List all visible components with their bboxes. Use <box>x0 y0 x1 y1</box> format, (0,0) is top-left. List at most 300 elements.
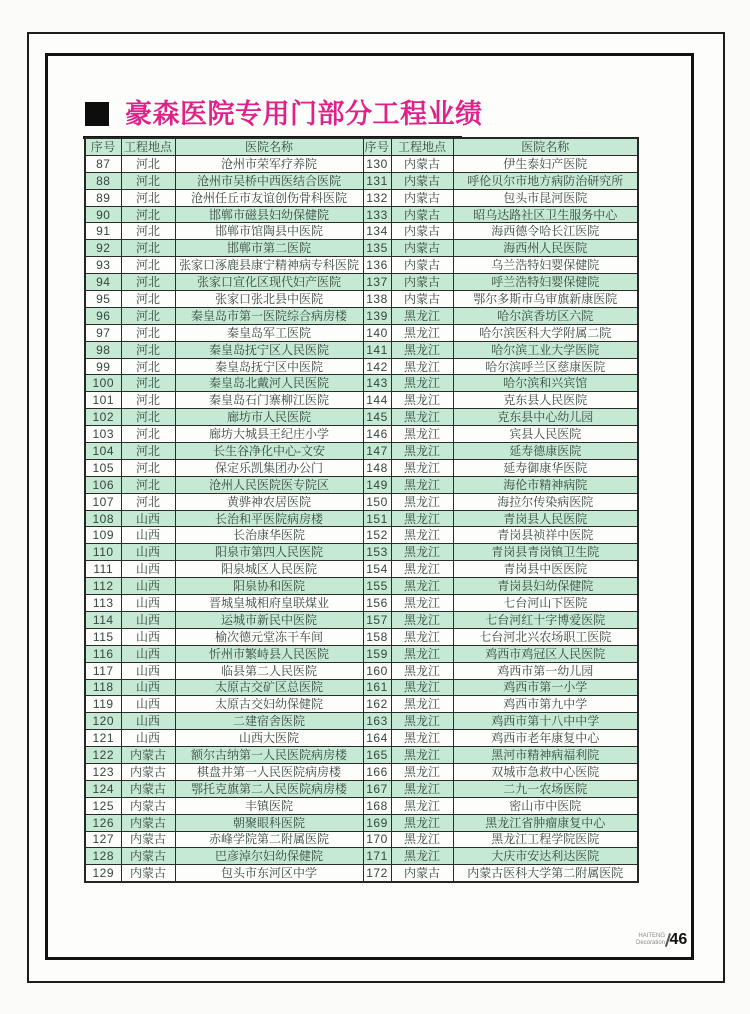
seq-cell: 146 <box>363 426 391 443</box>
location-cell: 内蒙古 <box>391 189 453 206</box>
seq-cell: 159 <box>363 645 391 662</box>
hospital-name-cell: 青岗县中医医院 <box>453 561 638 578</box>
seq-cell: 164 <box>363 730 391 747</box>
location-cell: 河北 <box>121 206 175 223</box>
seq-cell: 121 <box>85 730 121 747</box>
seq-cell: 111 <box>85 561 121 578</box>
hospital-name-cell: 鸡西市老年康复中心 <box>453 730 638 747</box>
table-row <box>85 544 638 561</box>
table-row <box>85 561 638 578</box>
hospital-name-cell: 呼兰浩特妇婴保健院 <box>453 274 638 291</box>
location-cell: 河北 <box>121 240 175 257</box>
seq-cell: 112 <box>85 578 121 595</box>
table-row <box>85 493 638 510</box>
location-cell: 山西 <box>121 544 175 561</box>
seq-cell: 125 <box>85 797 121 814</box>
seq-cell: 89 <box>85 189 121 206</box>
hospital-name-cell: 沧州市荣军疗养院 <box>175 155 363 172</box>
seq-cell: 135 <box>363 240 391 257</box>
location-cell: 黑龙江 <box>391 493 453 510</box>
location-cell: 黑龙江 <box>391 645 453 662</box>
table-row <box>85 747 638 764</box>
location-cell: 内蒙古 <box>391 291 453 308</box>
table-row <box>85 831 638 848</box>
hospital-name-cell: 邯郸市磁县妇幼保健院 <box>175 206 363 223</box>
seq-cell: 163 <box>363 713 391 730</box>
location-cell: 黑龙江 <box>391 561 453 578</box>
seq-cell: 90 <box>85 206 121 223</box>
table-row <box>85 797 638 814</box>
table-row <box>85 206 638 223</box>
hospital-name-cell: 海西德令哈长江医院 <box>453 223 638 240</box>
hospital-name-cell: 鸡西市鸡冠区人民医院 <box>453 645 638 662</box>
seq-cell: 153 <box>363 544 391 561</box>
seq-cell: 99 <box>85 358 121 375</box>
seq-cell: 91 <box>85 223 121 240</box>
location-cell: 河北 <box>121 375 175 392</box>
seq-cell: 96 <box>85 307 121 324</box>
header-location-left: 工程地点 <box>121 138 175 155</box>
table-row <box>85 257 638 274</box>
seq-cell: 87 <box>85 155 121 172</box>
location-cell: 河北 <box>121 172 175 189</box>
seq-cell: 95 <box>85 291 121 308</box>
hospital-name-cell: 青岗县妇幼保健院 <box>453 578 638 595</box>
header-seq-right: 序号 <box>364 139 390 154</box>
seq-cell: 128 <box>85 848 121 865</box>
location-cell: 河北 <box>121 291 175 308</box>
table-row <box>85 240 638 257</box>
page-number: 46 <box>669 931 688 948</box>
seq-cell: 123 <box>85 763 121 780</box>
seq-cell: 154 <box>363 561 391 578</box>
location-cell: 山西 <box>121 730 175 747</box>
table-row <box>85 645 638 662</box>
hospital-name-cell: 秦皇岛抚宁区人民医院 <box>175 341 363 358</box>
location-cell: 黑龙江 <box>391 611 453 628</box>
hospital-name-cell: 鄂尔多斯市乌审旗新康医院 <box>453 291 638 308</box>
hospital-name-cell: 哈尔滨香坊区六院 <box>453 307 638 324</box>
hospital-name-cell: 赤峰学院第二附属医院 <box>175 831 363 848</box>
seq-cell: 134 <box>363 223 391 240</box>
location-cell: 黑龙江 <box>391 578 453 595</box>
seq-cell: 167 <box>363 780 391 797</box>
hospital-name-cell: 榆次德元堂冻干车间 <box>175 628 363 645</box>
table-row <box>85 324 638 341</box>
table-row <box>85 443 638 460</box>
hospital-name-cell: 忻州市繁峙县人民医院 <box>175 645 363 662</box>
hospital-name-cell: 鄂托克旗第二人民医院病房楼 <box>175 780 363 797</box>
location-cell: 黑龙江 <box>391 730 453 747</box>
hospital-name-cell: 巴彦淖尔妇幼保健院 <box>175 848 363 865</box>
hospital-name-cell: 阳泉市第四人民医院 <box>175 544 363 561</box>
location-cell: 黑龙江 <box>391 307 453 324</box>
hospital-name-cell: 棋盘井第一人民医院病房楼 <box>175 763 363 780</box>
seq-cell: 138 <box>363 291 391 308</box>
hospital-name-cell: 宾县人民医院 <box>453 426 638 443</box>
location-cell: 内蒙古 <box>121 780 175 797</box>
seq-cell: 172 <box>363 865 391 882</box>
location-cell: 黑龙江 <box>391 476 453 493</box>
hospital-name-cell: 鸡西市第一小学 <box>453 679 638 696</box>
table-row <box>85 476 638 493</box>
location-cell: 黑龙江 <box>391 595 453 612</box>
hospital-name-cell: 青岗县祯祥中医院 <box>453 527 638 544</box>
hospital-name-cell: 黄骅神农居医院 <box>175 493 363 510</box>
hospital-name-cell: 临县第二人民医院 <box>175 662 363 679</box>
location-cell: 山西 <box>121 561 175 578</box>
seq-cell: 169 <box>363 814 391 831</box>
header-hospital-left: 医院名称 <box>175 138 363 155</box>
hospital-name-cell: 张家口涿鹿县康宁精神病专科医院 <box>175 257 363 274</box>
location-cell: 内蒙古 <box>391 274 453 291</box>
seq-cell: 170 <box>363 831 391 848</box>
hospital-name-cell: 鸡西市第十八中中学 <box>453 713 638 730</box>
location-cell: 河北 <box>121 324 175 341</box>
table-row <box>85 848 638 865</box>
table-row <box>85 662 638 679</box>
footer-brand <box>636 933 665 947</box>
seq-cell: 155 <box>363 578 391 595</box>
location-cell: 黑龙江 <box>391 392 453 409</box>
seq-cell: 105 <box>85 459 121 476</box>
hospital-name-cell: 乌兰浩特妇婴保健院 <box>453 257 638 274</box>
table-row <box>85 375 638 392</box>
location-cell: 河北 <box>121 476 175 493</box>
location-cell: 内蒙古 <box>391 155 453 172</box>
hospital-name-cell: 鸡西市第一幼儿园 <box>453 662 638 679</box>
seq-cell: 151 <box>363 510 391 527</box>
hospital-name-cell: 丰镇医院 <box>175 797 363 814</box>
location-cell: 黑龙江 <box>391 544 453 561</box>
hospital-name-cell: 沧州人民医院医专院区 <box>175 476 363 493</box>
location-cell: 内蒙古 <box>391 257 453 274</box>
seq-cell: 118 <box>85 679 121 696</box>
location-cell: 黑龙江 <box>391 763 453 780</box>
table-row <box>85 409 638 426</box>
hospital-name-cell: 延寿御康华医院 <box>453 459 638 476</box>
hospital-name-cell: 七台河北兴农场职工医院 <box>453 628 638 645</box>
seq-cell: 137 <box>363 274 391 291</box>
hospital-name-cell: 黑龙江工程学院医院 <box>453 831 638 848</box>
seq-cell: 171 <box>363 848 391 865</box>
table-row <box>85 527 638 544</box>
location-cell: 黑龙江 <box>391 628 453 645</box>
table-row <box>85 426 638 443</box>
seq-cell: 107 <box>85 493 121 510</box>
hospital-name-cell: 海西州人民医院 <box>453 240 638 257</box>
location-cell: 黑龙江 <box>391 409 453 426</box>
seq-cell: 144 <box>363 392 391 409</box>
location-cell: 黑龙江 <box>391 510 453 527</box>
location-cell: 山西 <box>121 578 175 595</box>
title-bullet-square <box>85 102 109 126</box>
seq-cell: 133 <box>363 206 391 223</box>
title-block <box>83 92 483 139</box>
hospital-name-cell: 廊坊大城县王纪庄小学 <box>175 426 363 443</box>
hospital-name-cell: 秦皇岛北戴河人民医院 <box>175 375 363 392</box>
seq-cell: 143 <box>363 375 391 392</box>
location-cell: 内蒙古 <box>391 206 453 223</box>
seq-cell: 158 <box>363 628 391 645</box>
hospital-name-cell: 太原古交妇幼保健院 <box>175 696 363 713</box>
hospital-name-cell: 朝聚眼科医院 <box>175 814 363 831</box>
seq-cell: 166 <box>363 763 391 780</box>
location-cell: 内蒙古 <box>121 797 175 814</box>
seq-cell: 119 <box>85 696 121 713</box>
seq-cell: 120 <box>85 713 121 730</box>
location-cell: 河北 <box>121 426 175 443</box>
hospital-name-cell: 呼伦贝尔市地方病防治研究所 <box>453 172 638 189</box>
seq-cell: 106 <box>85 476 121 493</box>
hospital-name-cell: 秦皇岛市第一医院综合病房楼 <box>175 307 363 324</box>
seq-cell: 147 <box>363 443 391 460</box>
location-cell: 内蒙古 <box>121 763 175 780</box>
hospital-name-cell: 昭乌达路社区卫生服务中心 <box>453 206 638 223</box>
location-cell: 河北 <box>121 307 175 324</box>
seq-cell: 127 <box>85 831 121 848</box>
location-cell: 内蒙古 <box>121 865 175 882</box>
hospital-name-cell: 青岗县人民医院 <box>453 510 638 527</box>
hospital-name-cell: 双城市急救中心医院 <box>453 763 638 780</box>
table-row <box>85 595 638 612</box>
seq-cell: 113 <box>85 595 121 612</box>
location-cell: 河北 <box>121 274 175 291</box>
seq-cell: 109 <box>85 527 121 544</box>
table-row <box>85 679 638 696</box>
footer-brand-line2: Decoration <box>636 940 666 946</box>
table-row <box>85 696 638 713</box>
seq-cell: 98 <box>85 341 121 358</box>
hospital-name-cell: 哈尔滨工业大学医院 <box>453 341 638 358</box>
hospital-name-cell: 沧州市吴桥中西医结合医院 <box>175 172 363 189</box>
hospital-name-cell: 张家口张北县中医院 <box>175 291 363 308</box>
footer-brand-line1: HAITENG <box>638 933 666 939</box>
hospital-name-cell: 黑龙江省肿瘤康复中心 <box>453 814 638 831</box>
hospital-name-cell: 克东县人民医院 <box>453 392 638 409</box>
seq-cell: 161 <box>363 679 391 696</box>
seq-cell: 131 <box>363 172 391 189</box>
hospital-name-cell: 七台河红十字博爱医院 <box>453 611 638 628</box>
location-cell: 河北 <box>121 459 175 476</box>
location-cell: 河北 <box>121 155 175 172</box>
hospital-name-cell: 大庆市安达利达医院 <box>453 848 638 865</box>
seq-cell: 141 <box>363 341 391 358</box>
hospital-name-cell: 长治和平医院病房楼 <box>175 510 363 527</box>
seq-cell: 157 <box>363 611 391 628</box>
table-header-row <box>85 138 638 155</box>
seq-cell: 102 <box>85 409 121 426</box>
table-row <box>85 459 638 476</box>
seq-cell: 132 <box>363 189 391 206</box>
hospital-name-cell: 保定乐凯集团办公门 <box>175 459 363 476</box>
location-cell: 内蒙古 <box>121 831 175 848</box>
hospital-name-cell: 晋城皇城相府皇联煤业 <box>175 595 363 612</box>
location-cell: 黑龙江 <box>391 831 453 848</box>
location-cell: 内蒙古 <box>391 223 453 240</box>
projects-table <box>84 137 639 883</box>
hospital-name-cell: 克东县中心幼儿园 <box>453 409 638 426</box>
table-row <box>85 865 638 882</box>
table-row <box>85 172 638 189</box>
location-cell: 黑龙江 <box>391 527 453 544</box>
hospital-name-cell: 山西大医院 <box>175 730 363 747</box>
location-cell: 黑龙江 <box>391 443 453 460</box>
location-cell: 黑龙江 <box>391 375 453 392</box>
seq-cell: 129 <box>85 865 121 882</box>
hospital-name-cell: 秦皇岛石门寨柳江医院 <box>175 392 363 409</box>
hospital-name-cell: 二建宿舍医院 <box>175 713 363 730</box>
seq-cell: 110 <box>85 544 121 561</box>
location-cell: 山西 <box>121 527 175 544</box>
location-cell: 山西 <box>121 595 175 612</box>
location-cell: 黑龙江 <box>391 679 453 696</box>
table-row <box>85 628 638 645</box>
location-cell: 河北 <box>121 189 175 206</box>
location-cell: 黑龙江 <box>391 713 453 730</box>
seq-cell: 168 <box>363 797 391 814</box>
table-row <box>85 291 638 308</box>
seq-cell: 93 <box>85 257 121 274</box>
location-cell: 内蒙古 <box>121 848 175 865</box>
hospital-name-cell: 青岗县青岗镇卫生院 <box>453 544 638 561</box>
location-cell: 河北 <box>121 493 175 510</box>
seq-cell: 126 <box>85 814 121 831</box>
hospital-name-cell: 邯郸市第二医院 <box>175 240 363 257</box>
location-cell: 内蒙古 <box>121 814 175 831</box>
location-cell: 河北 <box>121 257 175 274</box>
hospital-name-cell: 阳泉协和医院 <box>175 578 363 595</box>
table-row <box>85 358 638 375</box>
seq-cell: 160 <box>363 662 391 679</box>
location-cell: 黑龙江 <box>391 358 453 375</box>
table-row <box>85 223 638 240</box>
location-cell: 黑龙江 <box>391 848 453 865</box>
location-cell: 山西 <box>121 679 175 696</box>
seq-cell: 101 <box>85 392 121 409</box>
hospital-name-cell: 张家口宣化区现代妇产医院 <box>175 274 363 291</box>
hospital-name-cell: 鸡西市第九中学 <box>453 696 638 713</box>
seq-cell: 117 <box>85 662 121 679</box>
location-cell: 黑龙江 <box>391 696 453 713</box>
location-cell: 黑龙江 <box>391 341 453 358</box>
seq-cell: 139 <box>363 307 391 324</box>
location-cell: 山西 <box>121 696 175 713</box>
table-row <box>85 578 638 595</box>
header-hospital-right: 医院名称 <box>453 138 638 155</box>
hospital-name-cell: 内蒙古医科大学第二附属医院 <box>453 865 638 882</box>
seq-cell: 88 <box>85 172 121 189</box>
seq-cell: 149 <box>363 476 391 493</box>
hospital-name-cell: 海伦市精神病院 <box>453 476 638 493</box>
hospital-name-cell: 哈尔滨医科大学附属二院 <box>453 324 638 341</box>
hospital-name-cell: 包头市东河区中学 <box>175 865 363 882</box>
table-row <box>85 814 638 831</box>
hospital-name-cell: 长生谷净化中心-文安 <box>175 443 363 460</box>
table-row <box>85 780 638 797</box>
location-cell: 河北 <box>121 409 175 426</box>
location-cell: 山西 <box>121 611 175 628</box>
header-seq-left: 序号 <box>85 138 121 155</box>
seq-cell: 116 <box>85 645 121 662</box>
hospital-name-cell: 包头市昆河医院 <box>453 189 638 206</box>
seq-cell: 156 <box>363 595 391 612</box>
seq-cell: 92 <box>85 240 121 257</box>
seq-cell: 100 <box>85 375 121 392</box>
footer-mark <box>636 931 687 949</box>
hospital-name-cell: 海拉尔传染病医院 <box>453 493 638 510</box>
hospital-name-cell: 二九一农场医院 <box>453 780 638 797</box>
seq-cell: 94 <box>85 274 121 291</box>
seq-cell: 152 <box>363 527 391 544</box>
page-title: 豪森医院专用门部分工程业绩 <box>125 99 483 129</box>
hospital-name-cell: 邯郸市馆陶县中医院 <box>175 223 363 240</box>
location-cell: 黑龙江 <box>391 780 453 797</box>
location-cell: 河北 <box>121 341 175 358</box>
hospital-name-cell: 长治康华医院 <box>175 527 363 544</box>
table-row <box>85 274 638 291</box>
table-row <box>85 730 638 747</box>
location-cell: 内蒙古 <box>391 865 453 882</box>
hospital-name-cell: 延寿德康医院 <box>453 443 638 460</box>
seq-cell: 130 <box>363 155 391 172</box>
location-cell: 河北 <box>121 443 175 460</box>
seq-cell: 148 <box>363 459 391 476</box>
table-row <box>85 189 638 206</box>
location-cell: 河北 <box>121 358 175 375</box>
location-cell: 山西 <box>121 645 175 662</box>
location-cell: 黑龙江 <box>391 747 453 764</box>
seq-cell: 115 <box>85 628 121 645</box>
location-cell: 山西 <box>121 510 175 527</box>
location-cell: 山西 <box>121 662 175 679</box>
seq-cell: 97 <box>85 324 121 341</box>
seq-cell: 140 <box>363 324 391 341</box>
hospital-name-cell: 七台河山下医院 <box>453 595 638 612</box>
table-row <box>85 155 638 172</box>
projects-table-body <box>85 155 638 882</box>
seq-cell: 162 <box>363 696 391 713</box>
hospital-name-cell: 秦皇岛抚宁区中医院 <box>175 358 363 375</box>
location-cell: 河北 <box>121 223 175 240</box>
table-row <box>85 341 638 358</box>
hospital-name-cell: 廊坊市人民医院 <box>175 409 363 426</box>
seq-cell: 150 <box>363 493 391 510</box>
seq-cell: 136 <box>363 257 391 274</box>
hospital-name-cell: 运城市新民中医院 <box>175 611 363 628</box>
location-cell: 内蒙古 <box>391 172 453 189</box>
hospital-name-cell: 密山市中医院 <box>453 797 638 814</box>
location-cell: 内蒙古 <box>121 747 175 764</box>
location-cell: 内蒙古 <box>391 240 453 257</box>
seq-cell: 165 <box>363 747 391 764</box>
table-row <box>85 611 638 628</box>
hospital-name-cell: 额尔古纳第一人民医院病房楼 <box>175 747 363 764</box>
hospital-name-cell: 沧州任丘市友谊创伤骨科医院 <box>175 189 363 206</box>
header-location-right: 工程地点 <box>391 138 453 155</box>
seq-cell: 122 <box>85 747 121 764</box>
hospital-name-cell: 哈尔滨和兴宾馆 <box>453 375 638 392</box>
location-cell: 黑龙江 <box>391 814 453 831</box>
seq-cell: 114 <box>85 611 121 628</box>
table-row <box>85 307 638 324</box>
location-cell: 河北 <box>121 392 175 409</box>
location-cell: 黑龙江 <box>391 662 453 679</box>
table-row <box>85 763 638 780</box>
hospital-name-cell: 秦皇岛军工医院 <box>175 324 363 341</box>
seq-cell: 124 <box>85 780 121 797</box>
hospital-name-cell: 伊生泰妇产医院 <box>453 155 638 172</box>
